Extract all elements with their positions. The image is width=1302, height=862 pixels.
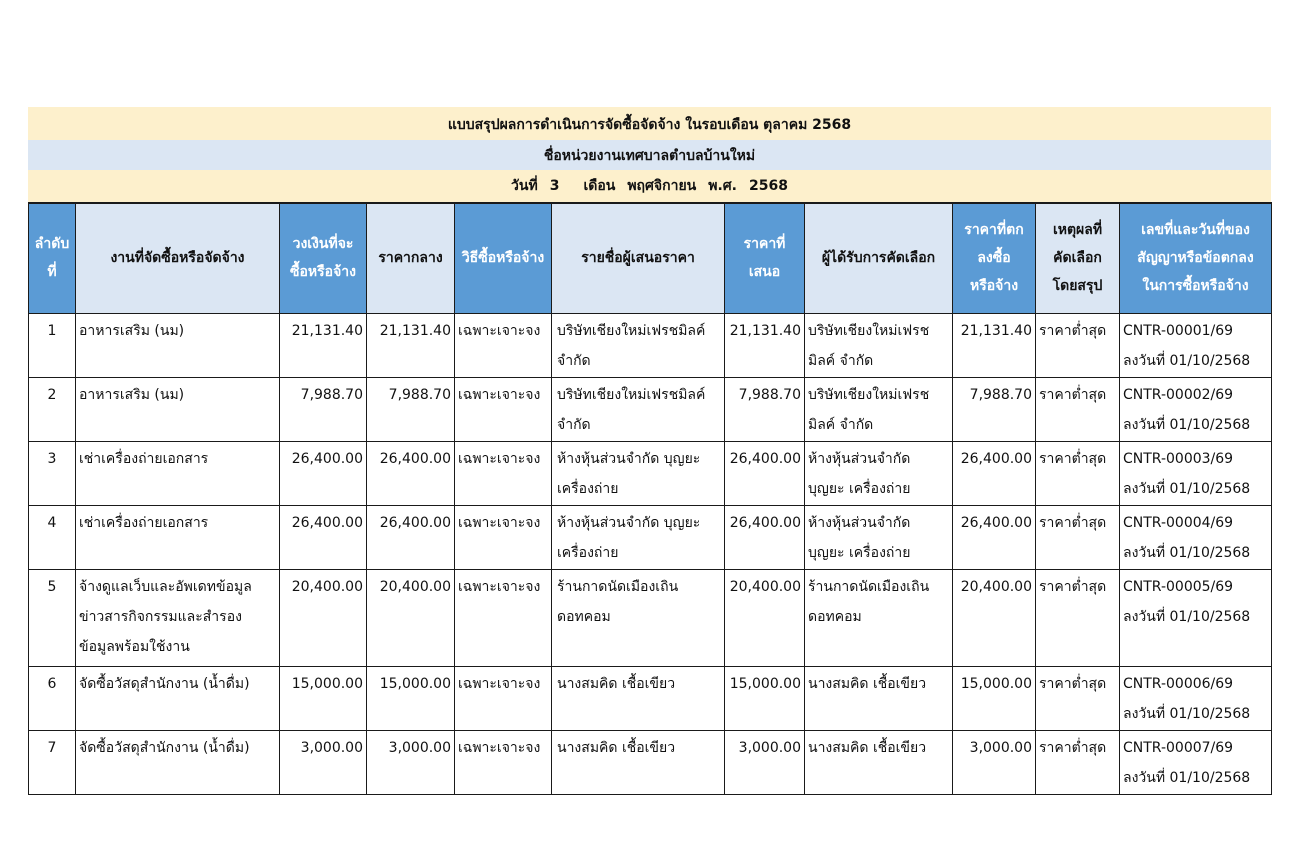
cell-winner: ห้างหุ้นส่วนจำกัด บุญยะ เครื่องถ่าย [805, 441, 953, 505]
cell-item: เช่าเครื่องถ่ายเอกสาร [76, 505, 280, 569]
cell-method: เฉพาะเจาะจง [455, 730, 552, 794]
cell-winner: ห้างหุ้นส่วนจำกัด บุญยะ เครื่องถ่าย [805, 505, 953, 569]
cell-winner: บริษัทเชียงใหม่เฟรช มิลค์ จำกัด [805, 377, 953, 441]
cell-reason: ราคาต่ำสุด [1036, 730, 1120, 794]
cell-offer-price: 26,400.00 [725, 441, 805, 505]
cell-reason: ราคาต่ำสุด [1036, 505, 1120, 569]
cell-reason: ราคาต่ำสุด [1036, 441, 1120, 505]
cell-reason: ราคาต่ำสุด [1036, 313, 1120, 377]
cell-agreed-price: 3,000.00 [953, 730, 1036, 794]
procurement-summary-sheet [28, 107, 1271, 795]
cell-contract: CNTR-00006/69 ลงวันที่ 01/10/2568 [1120, 666, 1272, 730]
agency-name: ชื่อหน่วยงานเทศบาลตำบลบ้านใหม่ [28, 140, 1271, 170]
cell-method: เฉพาะเจาะจง [455, 505, 552, 569]
cell-winner: บริษัทเชียงใหม่เฟรช มิลค์ จำกัด [805, 313, 953, 377]
cell-budget: 7,988.70 [280, 377, 367, 441]
cell-budget: 26,400.00 [280, 505, 367, 569]
cell-no: 2 [29, 377, 76, 441]
cell-agreed-price: 26,400.00 [953, 505, 1036, 569]
col-header-item: งานที่จัดซื้อหรือจัดจ้าง [76, 203, 280, 313]
procurement-table [28, 202, 1272, 795]
cell-method: เฉพาะเจาะจง [455, 569, 552, 666]
cell-median-price: 21,131.40 [367, 313, 455, 377]
cell-offer-price: 20,400.00 [725, 569, 805, 666]
cell-reason: ราคาต่ำสุด [1036, 569, 1120, 666]
cell-item: จ้างดูแลเว็บและอัพเดทข้อมูล ข่าวสารกิจกรรมและสำรอง ข้อมูลพร้อมใช้งาน [76, 569, 280, 666]
col-header-median-price: ราคากลาง [367, 203, 455, 313]
cell-no: 7 [29, 730, 76, 794]
cell-agreed-price: 15,000.00 [953, 666, 1036, 730]
cell-contract: CNTR-00001/69 ลงวันที่ 01/10/2568 [1120, 313, 1272, 377]
cell-median-price: 26,400.00 [367, 441, 455, 505]
cell-item: จัดซื้อวัสดุสำนักงาน (น้ำดื่ม) [76, 666, 280, 730]
col-header-winner: ผู้ได้รับการคัดเลือก [805, 203, 953, 313]
col-header-reason: เหตุผลที่ คัดเลือก โดยสรุป [1036, 203, 1120, 313]
cell-bidders: นางสมคิด เชื้อเขียว [552, 666, 725, 730]
cell-contract: CNTR-00002/69 ลงวันที่ 01/10/2568 [1120, 377, 1272, 441]
table-row [29, 569, 1272, 666]
cell-agreed-price: 26,400.00 [953, 441, 1036, 505]
cell-offer-price: 7,988.70 [725, 377, 805, 441]
cell-contract: CNTR-00005/69 ลงวันที่ 01/10/2568 [1120, 569, 1272, 666]
cell-bidders: ห้างหุ้นส่วนจำกัด บุญยะ เครื่องถ่าย [552, 441, 725, 505]
cell-winner: นางสมคิด เชื้อเขียว [805, 666, 953, 730]
cell-reason: ราคาต่ำสุด [1036, 377, 1120, 441]
cell-offer-price: 21,131.40 [725, 313, 805, 377]
cell-bidders: บริษัทเชียงใหม่เฟรชมิลค์ จำกัด [552, 377, 725, 441]
date-month: พฤศจิกายน [627, 178, 697, 194]
cell-bidders: ร้านกาดนัดเมืองเถิน ดอทคอม [552, 569, 725, 666]
col-header-method: วิธีซื้อหรือจ้าง [455, 203, 552, 313]
cell-agreed-price: 7,988.70 [953, 377, 1036, 441]
cell-contract: CNTR-00003/69 ลงวันที่ 01/10/2568 [1120, 441, 1272, 505]
col-header-budget: วงเงินที่จะ ซื้อหรือจ้าง [280, 203, 367, 313]
table-row [29, 666, 1272, 730]
table-row [29, 377, 1272, 441]
cell-median-price: 15,000.00 [367, 666, 455, 730]
cell-budget: 3,000.00 [280, 730, 367, 794]
cell-median-price: 20,400.00 [367, 569, 455, 666]
cell-no: 6 [29, 666, 76, 730]
cell-offer-price: 15,000.00 [725, 666, 805, 730]
cell-item: อาหารเสริม (นม) [76, 377, 280, 441]
cell-method: เฉพาะเจาะจง [455, 441, 552, 505]
cell-reason: ราคาต่ำสุด [1036, 666, 1120, 730]
col-header-contract: เลขที่และวันที่ของ สัญญาหรือข้อตกลง ในการซื้อหรือจ้าง [1120, 203, 1272, 313]
cell-item: จัดซื้อวัสดุสำนักงาน (น้ำดื่ม) [76, 730, 280, 794]
cell-winner: ร้านกาดนัดเมืองเถิน ดอทคอม [805, 569, 953, 666]
cell-budget: 26,400.00 [280, 441, 367, 505]
date-month-label: เดือน [583, 178, 616, 194]
cell-no: 1 [29, 313, 76, 377]
col-header-no: ลำดับ ที่ [29, 203, 76, 313]
cell-budget: 20,400.00 [280, 569, 367, 666]
cell-median-price: 7,988.70 [367, 377, 455, 441]
cell-offer-price: 3,000.00 [725, 730, 805, 794]
cell-item: อาหารเสริม (นม) [76, 313, 280, 377]
cell-no: 4 [29, 505, 76, 569]
cell-agreed-price: 21,131.40 [953, 313, 1036, 377]
date-day: 3 [549, 178, 560, 194]
cell-budget: 15,000.00 [280, 666, 367, 730]
cell-median-price: 26,400.00 [367, 505, 455, 569]
cell-budget: 21,131.40 [280, 313, 367, 377]
report-title: แบบสรุปผลการดำเนินการจัดซื้อจัดจ้าง ในรอบเดือน ตุลาคม 2568 [28, 107, 1271, 140]
cell-bidders: ห้างหุ้นส่วนจำกัด บุญยะ เครื่องถ่าย [552, 505, 725, 569]
table-row [29, 505, 1272, 569]
cell-no: 3 [29, 441, 76, 505]
date-day-label: วันที่ [511, 178, 538, 194]
cell-item: เช่าเครื่องถ่ายเอกสาร [76, 441, 280, 505]
col-header-bidders: รายชื่อผู้เสนอราคา [552, 203, 725, 313]
col-header-agreed-price: ราคาที่ตก ลงซื้อ หรือจ้าง [953, 203, 1036, 313]
cell-agreed-price: 20,400.00 [953, 569, 1036, 666]
cell-method: เฉพาะเจาะจง [455, 666, 552, 730]
cell-method: เฉพาะเจาะจง [455, 377, 552, 441]
table-row [29, 313, 1272, 377]
cell-no: 5 [29, 569, 76, 666]
table-header-row [29, 203, 1272, 313]
date-year-label: พ.ศ. [708, 178, 737, 194]
col-header-offer-price: ราคาที่ เสนอ [725, 203, 805, 313]
cell-winner: นางสมคิด เชื้อเขียว [805, 730, 953, 794]
cell-bidders: บริษัทเชียงใหม่เฟรชมิลค์ จำกัด [552, 313, 725, 377]
date-year: 2568 [748, 178, 788, 194]
cell-median-price: 3,000.00 [367, 730, 455, 794]
cell-method: เฉพาะเจาะจง [455, 313, 552, 377]
cell-bidders: นางสมคิด เชื้อเขียว [552, 730, 725, 794]
report-date [28, 170, 1271, 202]
table-row [29, 441, 1272, 505]
cell-contract: CNTR-00004/69 ลงวันที่ 01/10/2568 [1120, 505, 1272, 569]
table-row [29, 730, 1272, 794]
cell-contract: CNTR-00007/69 ลงวันที่ 01/10/2568 [1120, 730, 1272, 794]
cell-offer-price: 26,400.00 [725, 505, 805, 569]
